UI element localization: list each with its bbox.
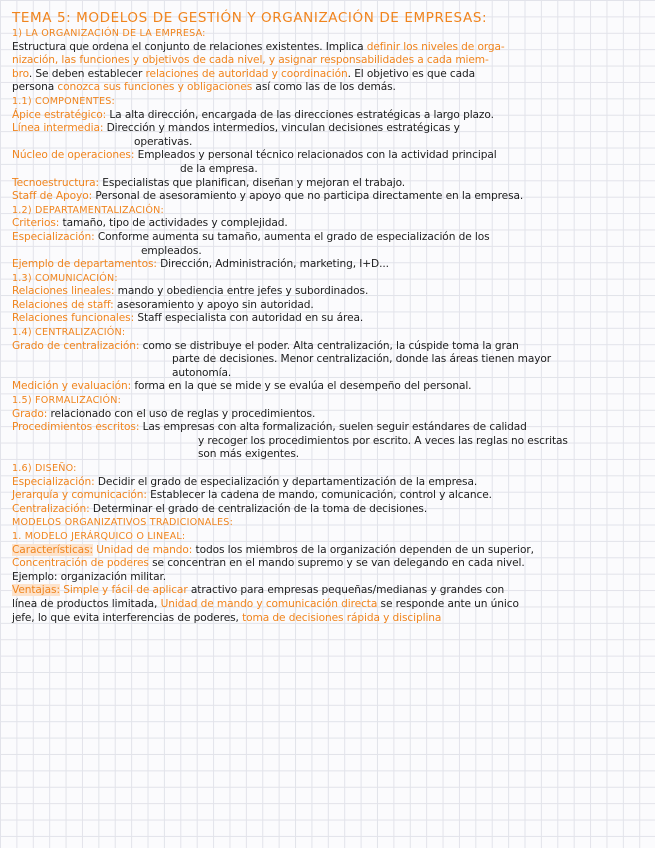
definition-continuation: autonomía. <box>172 366 232 379</box>
definition-row <box>12 299 645 313</box>
text: así como las de los demás. <box>255 81 396 94</box>
term-label: Relaciones lineales: <box>12 285 115 298</box>
term-label: Relaciones de staff: <box>12 298 114 311</box>
term-label: Medición y evaluación: <box>12 380 132 393</box>
definition-row <box>12 476 645 490</box>
definition-continuation: parte de decisiones. Menor centralización, donde las áreas tienen mayor <box>172 353 552 366</box>
term-text: La alta dirección, encargada de las direcciones estratégicas a largo plazo. <box>109 108 494 121</box>
term-label: Jerarquía y comunicación: <box>12 489 147 502</box>
term-text: Dirección, Administración, marketing, I+D... <box>160 258 389 271</box>
term-label: Procedimientos escritos: <box>12 421 140 434</box>
term-text: tamaño, tipo de actividades y complejidad. <box>62 217 288 230</box>
term-text: Determinar el grado de centralización de la toma de decisiones. <box>92 502 428 515</box>
text: . Se deben establecer <box>28 67 143 80</box>
definition-row <box>12 503 645 517</box>
term-text: como se distribuye el poder. Alta centralización, la cúspide toma la gran <box>142 339 519 352</box>
term-label: Ejemplo de departamentos: <box>12 258 157 271</box>
term-text: Las empresas con alta formalización, suelen seguir estándares de calidad <box>142 421 527 434</box>
section-heading-componentes: 1.1) COMPONENTES: <box>12 95 115 107</box>
section-heading-modelos: MODELOS ORGANIZATIVOS TRADICIONALES: <box>12 517 234 529</box>
term-text: asesoramiento y apoyo sin autoridad. <box>116 298 314 311</box>
definition-row <box>12 584 645 598</box>
term-label: Especialización: <box>12 475 95 488</box>
term-text: Empleados y personal técnico relacionados con la actividad principal <box>137 149 497 162</box>
definition-row <box>12 421 645 435</box>
definition-row <box>12 557 645 571</box>
text: jefe, lo que evita interferencias de poderes, <box>12 611 239 624</box>
term-label: Relaciones funcionales: <box>12 312 135 325</box>
highlight-text: Unidad de mando y comunicación directa <box>160 597 378 610</box>
term-label: Ápice estratégico: <box>12 108 107 121</box>
section-heading-comunicacion: 1.3) COMUNICACIÓN: <box>12 272 118 284</box>
example-line: Ejemplo: organización militar. <box>12 570 167 583</box>
highlighted-label: Características: <box>12 543 93 556</box>
page-title: TEMA 5: MODELOS DE GESTIÓN Y ORGANIZACIÓN DE EMPRESAS: <box>12 10 488 26</box>
definition-row <box>12 340 645 354</box>
highlight-text: Concentración de poderes <box>12 557 149 570</box>
section-heading-modelo-jerarquico: 1. MODELO JERÁRQUICO O LINEAL: <box>12 530 186 542</box>
term-text: atractivo para empresas pequeñas/medianas y grandes con <box>190 584 505 597</box>
term-label: Grado de centralización: <box>12 339 140 352</box>
paragraph-line <box>12 81 645 95</box>
definition-continuation: y recoger los procedimientos por escrito. A veces las reglas no escritas <box>198 434 568 447</box>
highlight-text: conozca sus funciones y obligaciones <box>57 81 253 94</box>
definition-continuation: empleados. <box>141 244 202 257</box>
term-text: todos los miembros de la organización dependen de un superior, <box>195 543 534 556</box>
text: . El objetivo es que cada <box>347 67 476 80</box>
term-text: Staff especialista con autoridad en su área. <box>137 312 364 325</box>
definition-row <box>12 408 645 422</box>
term-label: Tecnoestructura: <box>12 176 99 189</box>
highlight-text: nización, las funciones y objetivos de cada nivel, y asignar responsabilidades a cada miem- <box>12 54 489 67</box>
definition-row <box>12 190 645 204</box>
term-label: Staff de Apoyo: <box>12 190 93 203</box>
definition-row <box>12 312 645 326</box>
definition-row <box>12 544 645 558</box>
definition-row <box>12 231 645 245</box>
section-heading-organizacion: 1) LA ORGANIZACIÓN DE LA EMPRESA: <box>12 28 206 39</box>
term-text: Especialistas que planifican, diseñan y mejoran el trabajo. <box>102 176 406 189</box>
highlight-text: bro <box>12 67 29 80</box>
term-text: mando y obediencia entre jefes y subordinados. <box>117 285 369 298</box>
term-label: Especialización: <box>12 230 95 243</box>
paragraph-line <box>12 612 645 626</box>
section-heading-diseno: 1.6) DISEÑO: <box>12 463 77 474</box>
definition-row <box>12 122 645 136</box>
definition-continuation: de la empresa. <box>180 162 258 175</box>
term-text: relacionado con el uso de reglas y procedimientos. <box>50 407 316 420</box>
term-text: forma en la que se mide y se evalúa el desempeño del personal. <box>134 380 472 393</box>
term-label: Núcleo de operaciones: <box>12 149 135 162</box>
section-heading-departamentalizacion: 1.2) DEPARTAMENTALIZACIÓN: <box>12 204 164 216</box>
term-text: se concentran en el mando supremo y se van delegando en cada nivel. <box>152 557 525 570</box>
definition-row <box>12 217 645 231</box>
term-text: Dirección y mandos intermedios, vinculan decisiones estratégicas y <box>106 122 460 135</box>
definition-row <box>12 149 645 163</box>
section-heading-centralizacion: 1.4) CENTRALIZACIÓN: <box>12 327 126 339</box>
text: Estructura que ordena el conjunto de relaciones existentes. Implica <box>12 40 364 53</box>
term-label: Centralización: <box>12 502 90 515</box>
paragraph-line <box>12 41 645 55</box>
definition-row <box>12 109 645 123</box>
highlighted-label: Ventajas: <box>12 584 60 597</box>
definition-continuation: son más exigentes. <box>198 448 300 461</box>
highlight-text: definir los niveles de orga- <box>366 40 505 53</box>
term-label: Línea intermedia: <box>12 122 104 135</box>
highlight-text: relaciones de autoridad y coordinación <box>145 67 348 80</box>
term-text: Conforme aumenta su tamaño, aumenta el grado de especialización de los <box>97 230 490 243</box>
definition-row <box>12 285 645 299</box>
term-text: Personal de asesoramiento y apoyo que no participa directamente en la empresa. <box>95 190 524 203</box>
paragraph-line <box>12 68 645 82</box>
paragraph-line <box>12 598 645 612</box>
definition-row <box>12 380 645 394</box>
term-label: Grado: <box>12 407 48 420</box>
definition-row <box>12 177 645 191</box>
term-text: Decidir el grado de especialización y departamentización de la empresa. <box>97 475 478 488</box>
highlight-text: Simple y fácil de aplicar <box>63 584 188 597</box>
definition-row <box>12 489 645 503</box>
paragraph-line <box>12 54 645 68</box>
term-label: Criterios: <box>12 217 60 230</box>
term-text: Establecer la cadena de mando, comunicación, control y alcance. <box>150 489 492 502</box>
highlight-text: Unidad de mando: <box>96 543 193 556</box>
definition-row <box>12 258 645 272</box>
text: se responde ante un único <box>380 597 519 610</box>
highlight-text: toma de decisiones rápida y disciplina <box>242 611 442 624</box>
text: persona <box>12 81 55 94</box>
text: línea de productos limitada, <box>12 597 158 610</box>
definition-continuation: operativas. <box>134 135 193 148</box>
section-heading-formalizacion: 1.5) FORMALIZACIÓN: <box>12 395 122 407</box>
